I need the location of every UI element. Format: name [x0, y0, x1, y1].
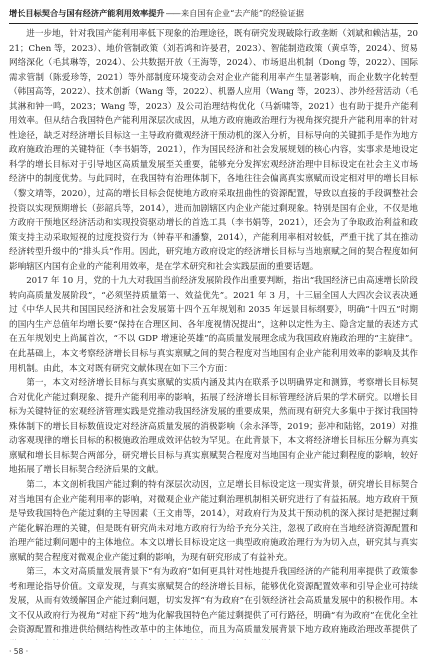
- paragraph-1: 进一步地，针对我国产能利用率低下现象的治理途径，既有研究发现破除行政垄断（刘斌和赖洁基，2021；Chen 等，2023）、地价管制政策（刘若鸿和许晏君，2023）、智能制造政策（黄卓等，2024）、贸易网络深化（毛其琳等，2024）、公共数据开放（王海等，2024）、市场退出机制（Dong 等，2022）、国际需求管制（陈爱珍等，2021）等外部制度环境变动会对企业产能利用率产生显著影响，而企业数字化转型（韩国高等，2022）、技术创新（Wang 等，2022）、机器人应用（Wang 等，2023）、涉外经营活动（毛其淋和钟一鸣，2023；Wang 等，2023）及公司治理结构优化（马新啸等，2021）也有助于提升产能利用效率。但从结合我国特色产能利用深层次成因，从地方政府施政治理行为视角探究提升产能利用率的针对性途径，缺乏对经济增长目标这一主导政府微观经济干预动机的深入分析，目标导向的关键抓手是作为地方政府施政治理的关键特征（李书娟等，2021），作为国民经济和社会发展规划的核心内容，实事求是地设定科学的增长目标对于引导地区高质量发展至关重要，能够充分发挥宏观经济治理中目标设定在社会主义市场经济中的制度优势。与此同时，在我国特有治理体制下，各地往往会偏离真实禀赋而设定相对甲的增长目标（黎文靖等，2020），过高的增长目标会促使地方政府采取扭曲性的资源配置，导致以直接的手段调整社会投资以实现预期增长（彭韶兵等，2014），进而加剧辖区内企业产能过剩现象。特别是国有企业，不仅是地方政府干预地区经济活动和实现投资驱动增长的首选工具（李书娟等，2021），还会为了争取政治利益和政策支持主动采取短视的过度投资行为（钟春平和潘黎，2014），产能利用率相对较低，严重干扰了其在推动经济转型升级中的“排头兵”作用。因此，研究地方政府设定的经济增长目标与当地禀赋之间的契合程度如何影响辖区内国有企业的产能利用效率，是在学术研究和社会实践层面的重要话题。: [9, 29, 418, 272]
- paragraph-2: 2017 年 10 月，党的十九大对我国当前经济发展阶段作出重要判断，指出“我国经济已由高速增长阶段转向高质量发展阶段”，“必须坚持质量第一、效益优先”。2021 年 3 月，十三届全国人大四次会议表决通过《中华人民共和国国民经济和社会发展第十四个五年规划和 2035 年远景目标纲要》，明确“十四五”时期的国内生产总值年均增长要“保持在合理区间、各年度视情况提出”，这种以定性为主、隐含定量的表述方式在五年规划史上尚属首次，“不以 GDP 增速论英雄”的高质量发展理念成为我国政府施政治理的“主旋律”。在此基础上，本文考察经济增长目标与真实禀赋之间的契合程度对当地国有企业产能利用效率的影响及其作用机制。由此，本文对既有研究文献体现在如下三个方面：: [9, 276, 418, 374]
- running-header-title: 增长目标契合与国有经济产能利用效率提升: [9, 8, 165, 18]
- running-header-dash: ——: [165, 8, 180, 18]
- header-rule: [9, 23, 418, 24]
- page-number: · 58 ·: [9, 647, 29, 656]
- paragraph-4: 第二，本文剖析我国产能过剩的特有深层次动因，立足增长目标设定这一现实背景，研究增长目标契合对当地国有企业产能利用率的影响，对微观企业产能过剩治理机制相关研究进行了有益拓展。地方政府干预是导致我国特色产能过剩的主导因素（王文甫等，2014），对政府行为及其干预动机的深入探讨是把握过剩产能化解治理的关键，但是既有研究尚未对地方政府行为给予充分关注，忽视了政府在当地经济资源配置和治理产能过剩问题中的主体地位。本文以增长目标设定这一典型政府施政治理行为为切入点，研究其与真实禀赋的契合程度对微观企业产能过剩的影响，为现有研究形成了有益补充。: [9, 479, 418, 563]
- paragraph-3: 第一，本文对经济增长目标与真实禀赋的实质内涵及其内在联系予以明确界定和测算，考察增长目标契合对优化产能过剩现象、提升产能利用率的影响，拓展了经济增长目标管理经济后果的学术研究。以增长目标为关键特征的宏观经济管理实践是党推动我国经济发展的重要成果，然而现有研究大多集中于探讨我国特殊体制下的增长目标数值设定对经济高质量发展的消极影响（余永泽等，2019；彭冲和陆铭，2019）对推动客观现律的增长目标的积极施政治理成效评估较为罕见。在此背景下，本文将经济增长目标压分解为真实禀赋和增长目标契合两部分，研究增长目标与真实禀赋契合程度对当地国有企业产能过剩程度的影响，较好地拓展了增长目标契合经济后果的文献。: [9, 378, 418, 476]
- body-text: [9, 27, 418, 640]
- paragraph-5: 第三，本文对高质量发展背景下“有为政府”如何更具针对性地提升我国经济的产能利用率提供了政策参考和理论指导价值。文章发现，与真实禀赋契合的经济增长目标，能够优化资源配置效率和引导企业可持续发展，从而有效缓解国企产能过剩问题，切实发挥“有为政府”在引领经济社会高质量发展中的积极作用。本文不仅从政府行为视角“对症下药”地为化解我国特色产能过剩提供了可行路径，明确“有为政府”在优化全社会资源配置和推进供给侧结构性改革中的主体地位，而且为高质量发展背景下地方政府施政治理改革提供了: [9, 567, 418, 636]
- running-header: [9, 6, 418, 20]
- running-header-subtitle: 来自国有企业“去产能”的经验证据: [180, 8, 304, 18]
